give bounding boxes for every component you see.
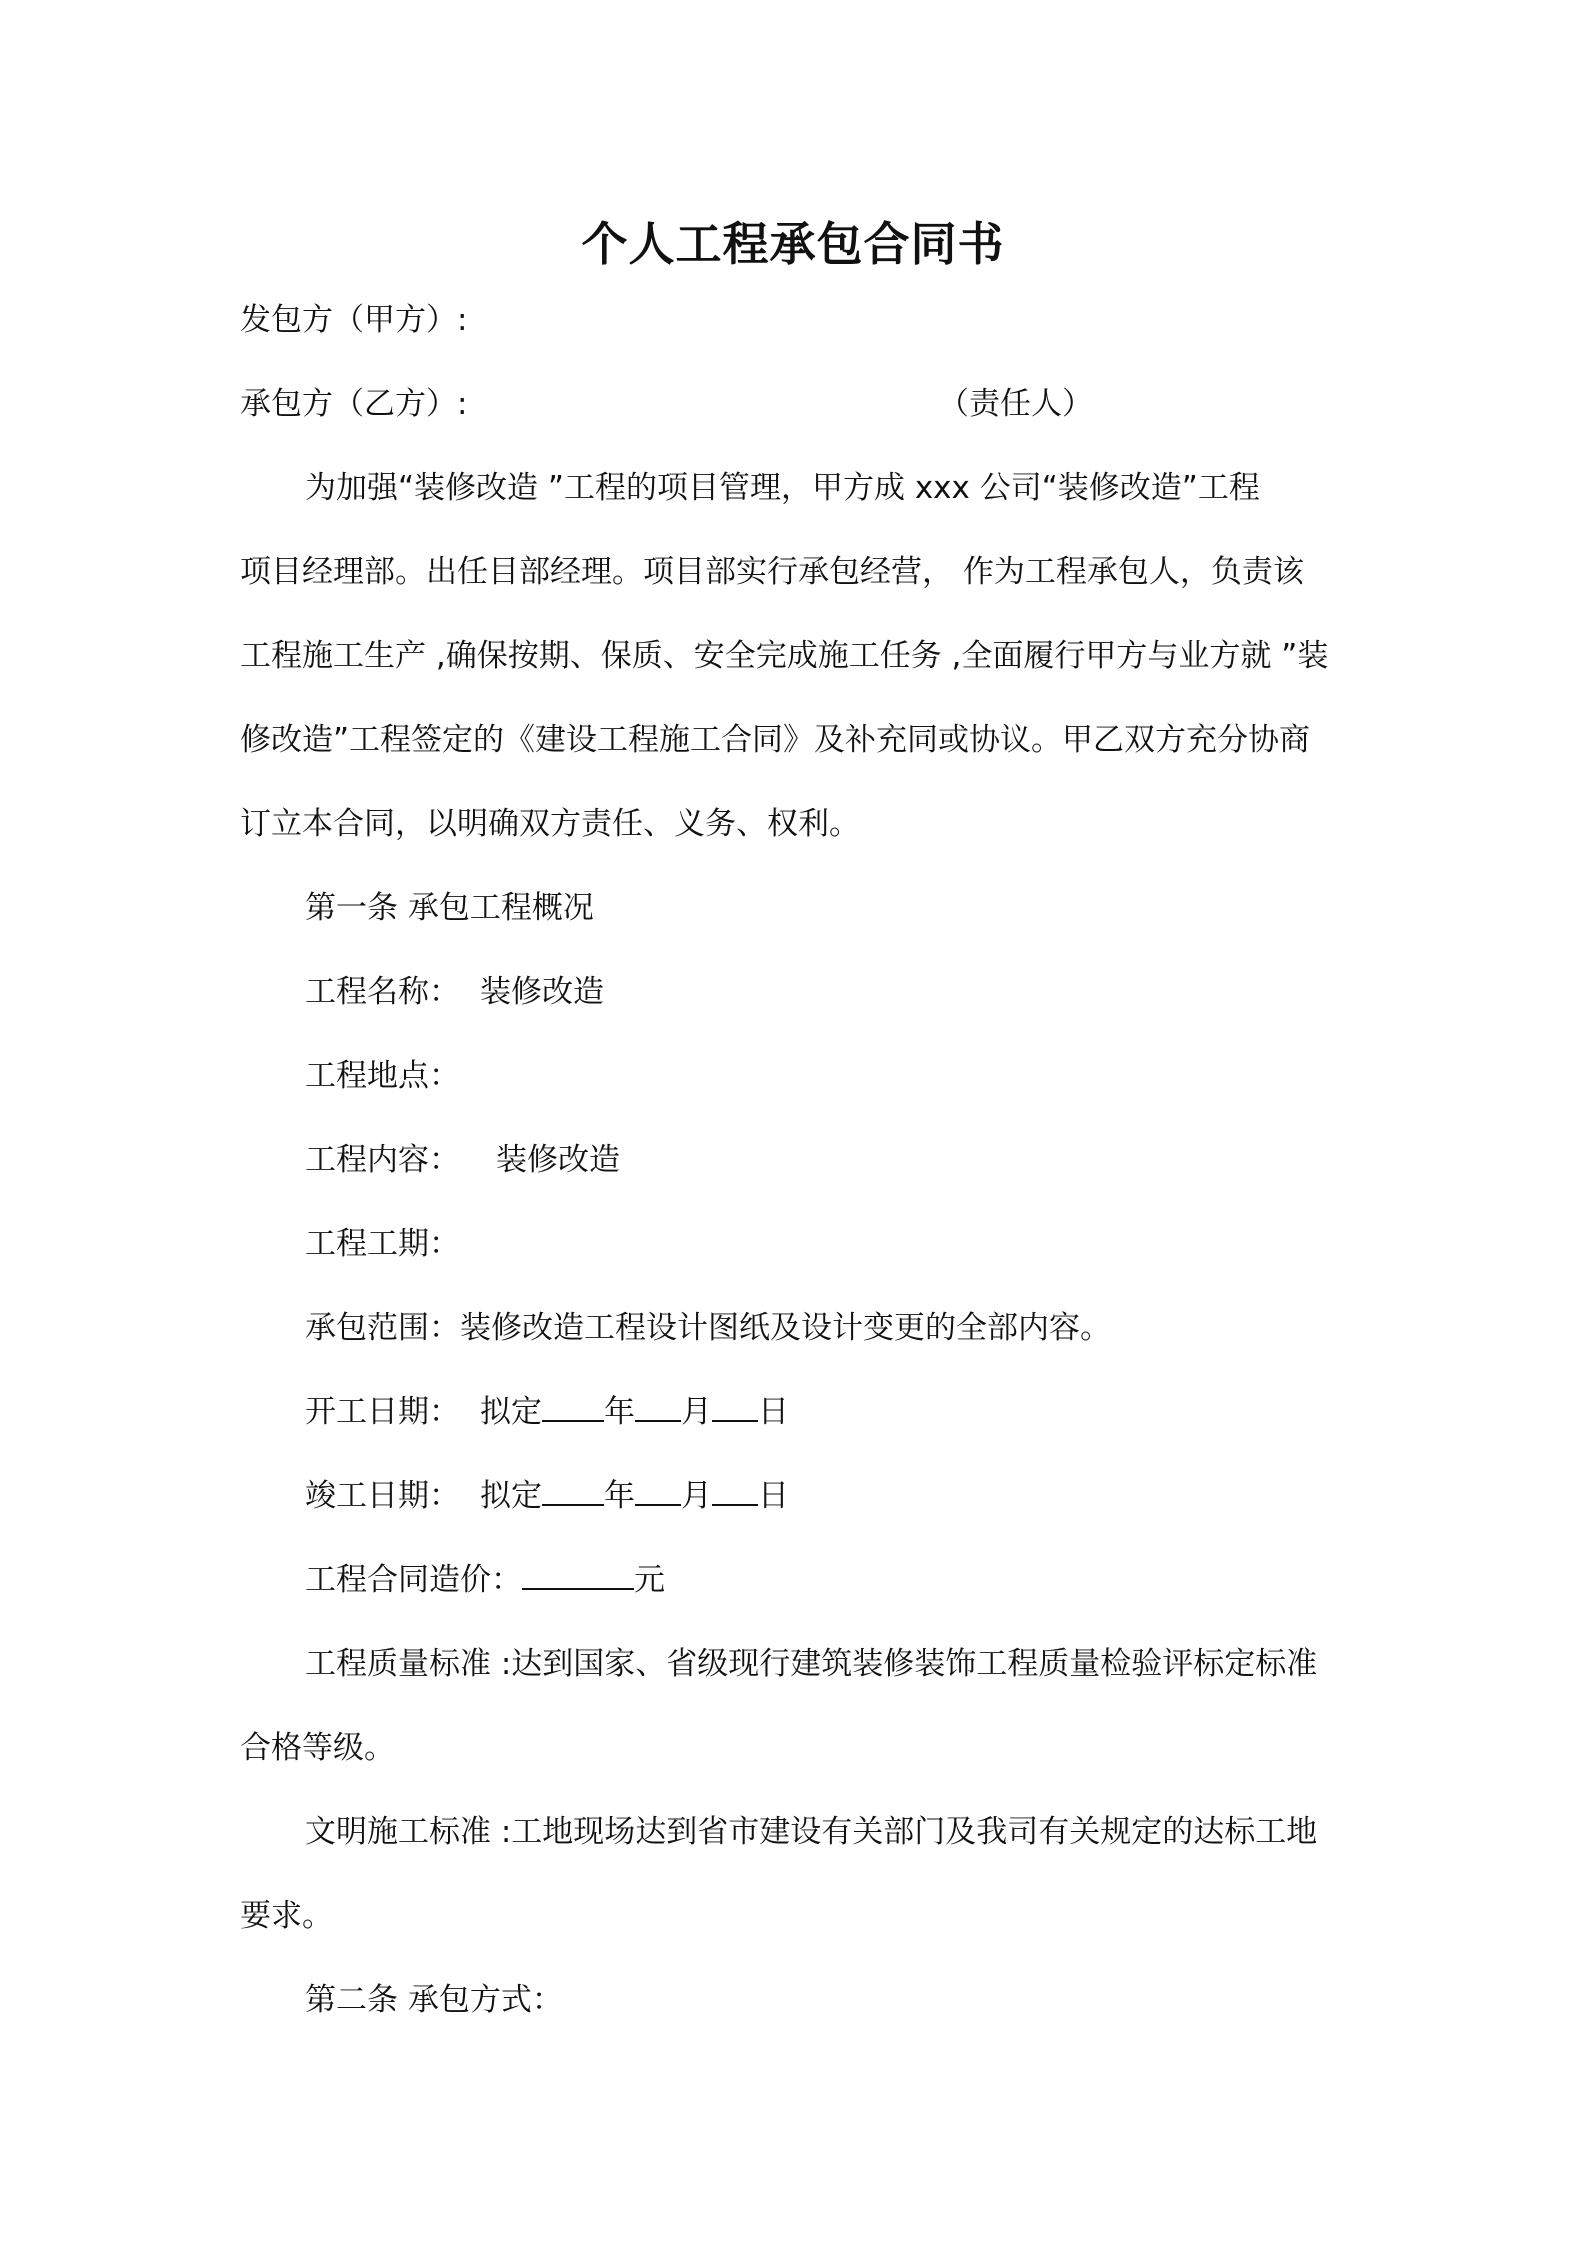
party-b-line: [240, 384, 467, 424]
end-year-char: 年: [604, 1478, 635, 1514]
start-year-char: 年: [604, 1394, 635, 1430]
project-name-label: 工程名称：: [305, 974, 460, 1010]
project-content-value: 装修改造: [496, 1142, 620, 1178]
intro-line-1: 为加强“装修改造 ”工程的项目管理，甲方成 xxx 公司“装修改造”工程: [305, 470, 1260, 506]
party-a-line: [240, 300, 467, 340]
article-1-heading: 第一条 承包工程概况: [305, 890, 594, 926]
start-day-blank: [712, 1392, 758, 1422]
end-day-blank: [712, 1476, 758, 1506]
project-location-line: [305, 1056, 460, 1096]
intro-line-3: 工程施工生产 ,确保按期、保质、安全完成施工任务 ,全面履行甲方与业方就 ”装: [240, 638, 1329, 674]
end-date-prefix: 拟定: [480, 1478, 542, 1514]
document-title: 个人工程承包合同书: [581, 217, 1005, 271]
party-b-label: 承包方（乙方）:: [240, 386, 468, 422]
project-location-label: 工程地点：: [305, 1058, 460, 1094]
responsible-person-label: （责任人）: [938, 386, 1093, 422]
article-2-heading: 第二条 承包方式：: [305, 1982, 563, 2018]
price-blank: [522, 1560, 634, 1590]
project-duration-line: [305, 1224, 460, 1264]
project-content-line: [305, 1140, 620, 1180]
end-day-char: 日: [758, 1478, 789, 1514]
price-line: [305, 1560, 665, 1600]
end-month-char: 月: [681, 1478, 712, 1514]
project-content-label: 工程内容：: [305, 1142, 460, 1178]
civil-line-2: 要求。: [240, 1898, 333, 1934]
start-month-char: 月: [681, 1394, 712, 1430]
start-date-line: [305, 1392, 789, 1432]
scope-line: 承包范围：装修改造工程设计图纸及设计变更的全部内容。: [305, 1310, 1111, 1346]
start-date-label: 开工日期：: [305, 1394, 460, 1430]
price-unit: 元: [634, 1562, 665, 1598]
intro-line-5: 订立本合同，以明确双方责任、义务、权利。: [240, 806, 860, 842]
end-month-blank: [635, 1476, 681, 1506]
project-name-value: 装修改造: [480, 974, 604, 1010]
project-name-line: [305, 972, 604, 1012]
intro-line-4: 修改造”工程签定的《建设工程施工合同》及补充同或协议。甲乙双方充分协商: [240, 722, 1311, 758]
party-a-label: 发包方（甲方）:: [240, 302, 468, 338]
quality-line-2: 合格等级。: [240, 1730, 395, 1766]
start-date-prefix: 拟定: [480, 1394, 542, 1430]
start-year-blank: [542, 1392, 604, 1422]
price-label: 工程合同造价：: [305, 1562, 522, 1598]
start-day-char: 日: [758, 1394, 789, 1430]
end-date-line: [305, 1476, 789, 1516]
project-duration-label: 工程工期：: [305, 1226, 460, 1262]
civil-line-1: 文明施工标准 :工地现场达到省市建设有关部门及我司有关规定的达标工地: [305, 1814, 1318, 1850]
end-year-blank: [542, 1476, 604, 1506]
start-month-blank: [635, 1392, 681, 1422]
intro-line-2: 项目经理部。出任目部经理。项目部实行承包经营， 作为工程承包人，负责该: [240, 554, 1304, 590]
quality-line-1: 工程质量标准 :达到国家、省级现行建筑装修装饰工程质量检验评标定标准: [305, 1646, 1318, 1682]
end-date-label: 竣工日期：: [305, 1478, 460, 1514]
